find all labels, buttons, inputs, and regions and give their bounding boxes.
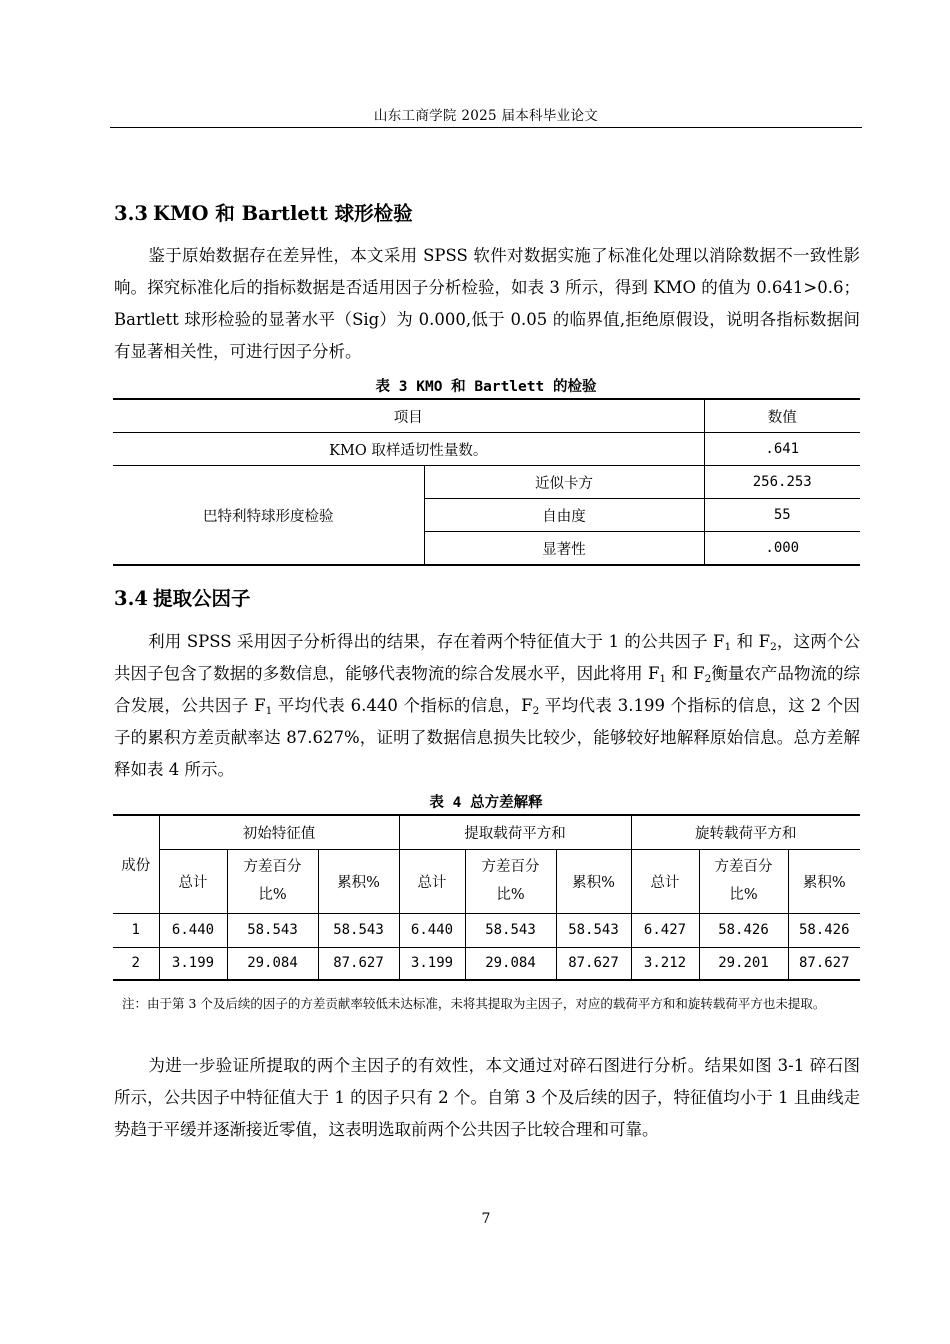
subscript: 2 xyxy=(704,673,712,685)
df-value: 55 xyxy=(704,499,860,532)
scree-paragraph-text: 为进一步验证所提取的两个主因子的有效性，本文通过对碎石图进行分析。结果如图 3-1 碎石图所示，公共因子中特征值大于 1 的因子只有 2 个。自第 3 个及后续的因子，特征值均小于 1 且曲线走势趋于平缓并逐渐接近零值，这表明选取前两个公共因子比较合理和可靠。 xyxy=(114,1056,860,1139)
subscript: 1 xyxy=(724,641,732,653)
kmo-bartlett-table xyxy=(113,398,860,566)
factor-symbol: F xyxy=(758,632,771,651)
factor-text: 和 xyxy=(731,632,759,651)
table3-caption: 表 3 KMO 和 Bartlett 的检验 xyxy=(375,379,597,395)
component-header: 成份 xyxy=(113,815,159,913)
header-rule xyxy=(110,127,862,128)
table4-caption: 表 4 总方差解释 xyxy=(429,795,543,811)
factor-text: 利用 SPSS 采用因子分析得出的结果，存在着两个特征值大于 1 的公共因子 xyxy=(148,632,714,651)
group-initial: 初始特征值 xyxy=(159,815,399,849)
cell: 87.627 xyxy=(556,947,631,980)
sub-pct-line: 比% xyxy=(258,887,287,903)
factor-text: 平均代表 3.199 个指标的信息，这 2 个因子的累积方差贡献率达 87.627%，证明了数据信息损失比较少，能够较好地解释原始信息。总方差解释如表 4 所示。 xyxy=(114,696,860,779)
page-number: 7 xyxy=(481,1211,491,1227)
chi-value: 256.253 xyxy=(704,466,860,499)
subscript: 1 xyxy=(265,705,273,717)
cell: 6.440 xyxy=(399,913,465,947)
sub-header-row xyxy=(113,849,860,913)
subscript: 2 xyxy=(532,705,540,717)
sub-pct xyxy=(227,849,318,913)
cell: 58.426 xyxy=(699,913,788,947)
df-label: 自由度 xyxy=(424,499,704,532)
section-heading-3-4 xyxy=(114,583,251,611)
bartlett-label: 巴特利特球形度检验 xyxy=(113,466,424,566)
table-row xyxy=(113,913,860,947)
factor-text: 衡量农产品物流的综合发展，公共因子 xyxy=(114,664,861,715)
cell: 58.543 xyxy=(556,913,631,947)
sub-pct-line: 方差百分 xyxy=(481,859,540,875)
sub-cum: 累积% xyxy=(788,849,860,913)
group-rotation: 旋转载荷平方和 xyxy=(631,815,860,849)
sub-pct xyxy=(465,849,556,913)
sig-label: 显著性 xyxy=(424,532,704,566)
table-row xyxy=(113,947,860,980)
kmo-paragraph xyxy=(114,240,860,368)
section-title: KMO 和 Bartlett 球形检验 xyxy=(153,202,413,225)
factor-symbol: F xyxy=(521,696,533,715)
sub-pct-line: 比% xyxy=(729,887,758,903)
cell: 6.440 xyxy=(159,913,227,947)
sub-pct-line: 比% xyxy=(496,887,525,903)
sub-total: 总计 xyxy=(159,849,227,913)
cell: 2 xyxy=(113,947,159,980)
sub-pct xyxy=(699,849,788,913)
cell: 87.627 xyxy=(788,947,860,980)
factor-text: 和 xyxy=(666,664,694,683)
sub-pct-line: 方差百分 xyxy=(243,859,302,875)
cell: 58.543 xyxy=(465,913,556,947)
running-header: 山东工商学院 2025 届本科毕业论文 xyxy=(373,108,599,124)
sub-total: 总计 xyxy=(631,849,699,913)
chi-label: 近似卡方 xyxy=(424,466,704,499)
sub-total: 总计 xyxy=(399,849,465,913)
factor-text: 平均代表 6.440 个指标的信息， xyxy=(272,696,522,715)
cell: 29.084 xyxy=(465,947,556,980)
sub-cum: 累积% xyxy=(556,849,631,913)
factor-paragraph xyxy=(114,626,860,786)
section-title: 提取公因子 xyxy=(153,587,251,610)
kmo-label: KMO 取样适切性量数。 xyxy=(113,433,704,466)
cell: 6.427 xyxy=(631,913,699,947)
cell: 58.543 xyxy=(318,913,399,947)
factor-symbol: F xyxy=(647,664,660,683)
table-note xyxy=(114,988,860,1019)
cell: 58.543 xyxy=(227,913,318,947)
kmo-paragraph-text: 鉴于原始数据存在差异性，本文采用 SPSS 软件对数据实施了标准化处理以消除数据不一致性影响。探究标准化后的指标数据是否适用因子分析检验，如表 3 所示，得到 KMO 的值为 0.641>0.6；Bartlett 球形检验的显著水平（Sig）为 0.000,低于 0.05 的临界值,拒绝原假设，说明各指标数据间有显著相关性，可进行因子分析。 xyxy=(114,246,860,361)
section-number: 3.4 xyxy=(114,587,148,610)
sub-cum: 累积% xyxy=(318,849,399,913)
group-header-row xyxy=(113,815,860,849)
cell: 1 xyxy=(113,913,159,947)
section-number: 3.3 xyxy=(114,202,148,225)
cell: 58.426 xyxy=(788,913,860,947)
table-note-text: 注：由于第 3 个及后续的因子的方差贡献率较低未达标准，未将其提取为主因子，对应的载荷平方和和旋转载荷平方也未提取。 xyxy=(122,996,826,1011)
subscript: 2 xyxy=(770,641,777,653)
cell: 3.199 xyxy=(159,947,227,980)
group-extraction: 提取载荷平方和 xyxy=(399,815,631,849)
total-variance-table xyxy=(113,814,860,981)
cell: 87.627 xyxy=(318,947,399,980)
header-value: 数值 xyxy=(767,409,797,426)
scree-paragraph xyxy=(114,1050,860,1146)
cell: 29.084 xyxy=(227,947,318,980)
table-header-row xyxy=(113,399,860,433)
cell: 3.212 xyxy=(631,947,699,980)
factor-symbol: F xyxy=(254,696,266,715)
cell: 3.199 xyxy=(399,947,465,980)
kmo-value: .641 xyxy=(704,433,860,466)
cell: 29.201 xyxy=(699,947,788,980)
table-row xyxy=(113,466,860,499)
factor-text: ，这两个公共因子包含了数据的多数信息，能够代表物流的综合发展水平，因此将用 xyxy=(114,632,860,683)
table-row xyxy=(113,433,860,466)
subscript: 1 xyxy=(659,673,667,685)
factor-symbol: F xyxy=(693,664,705,683)
section-heading-3-3 xyxy=(114,198,413,226)
sig-value: .000 xyxy=(704,532,860,566)
sub-pct-line: 方差百分 xyxy=(714,859,773,875)
factor-symbol: F xyxy=(713,632,725,651)
header-item: 项目 xyxy=(113,399,704,433)
